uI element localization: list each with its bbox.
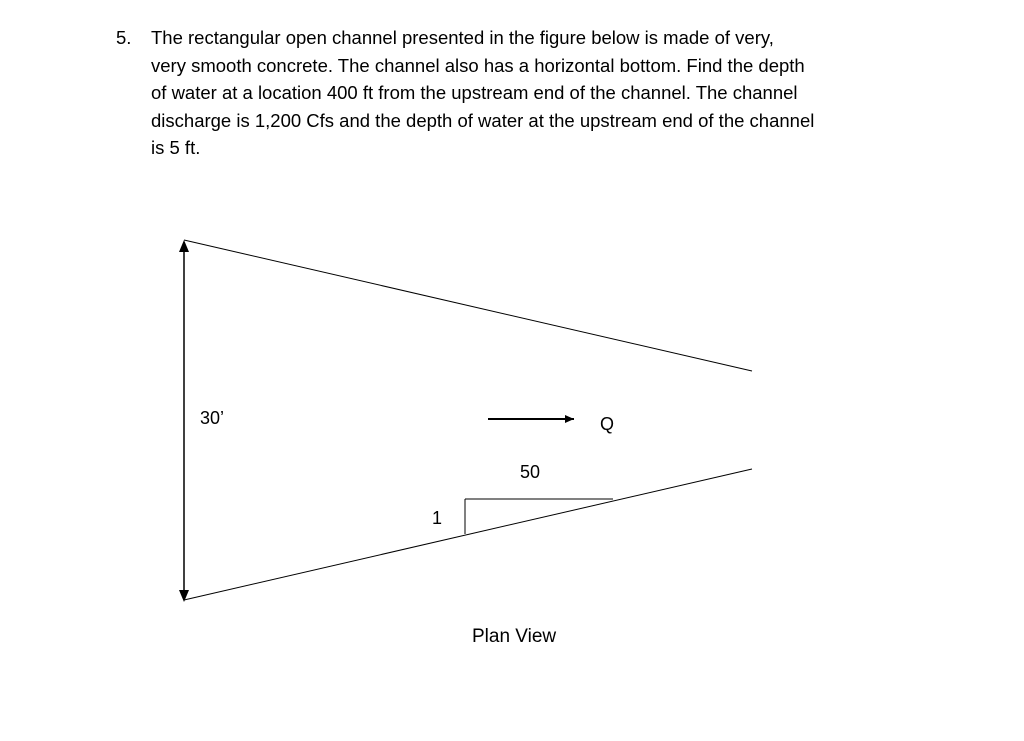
problem-text-line: very smooth concrete. The channel also has a horizontal bottom. Find the depth [151, 54, 805, 76]
problem-text-line: The rectangular open channel presented in the figure below is made of very, [151, 27, 774, 48]
upstream-width-label: 30’ [200, 408, 225, 428]
slope-rise-label: 1 [432, 508, 443, 528]
channel-top-wall [184, 240, 752, 371]
channel-bottom-wall [184, 469, 752, 600]
problem-text-line: is 5 ft. [151, 137, 201, 158]
problem-text-line: discharge is 1,200 Cfs and the depth of water at the upstream end of the channel [151, 109, 815, 131]
problem-text-line: of water at a location 400 ft from the upstream end of the channel. The channel [151, 82, 798, 103]
slope-run-label: 50 [520, 462, 541, 482]
figure-caption: Plan View [472, 626, 557, 647]
dimension-arrow-top-icon [179, 240, 189, 252]
flow-label: Q [600, 414, 615, 434]
dimension-arrow-bottom-icon [179, 590, 189, 602]
problem-number: 5. [116, 27, 132, 48]
